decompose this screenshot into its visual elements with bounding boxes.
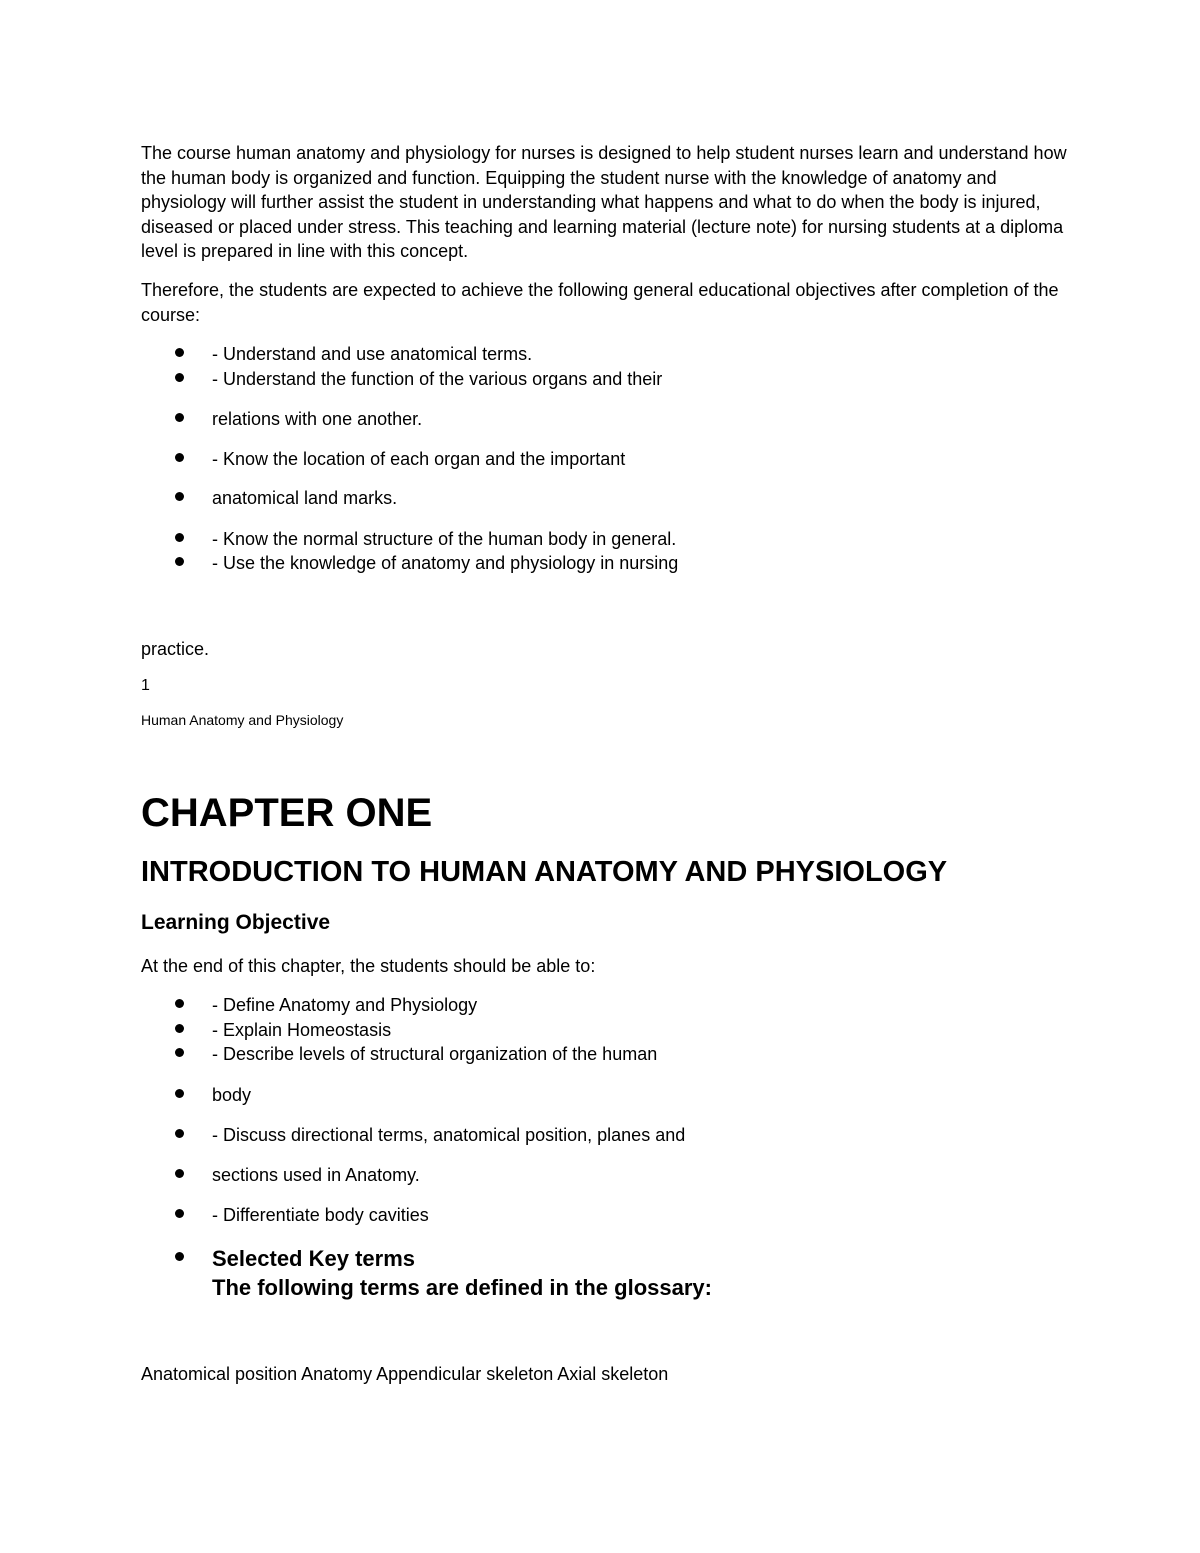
bullet-icon xyxy=(175,1048,185,1058)
bullet-icon xyxy=(175,1024,185,1034)
bullet-icon xyxy=(175,1169,185,1179)
page-number: 1 xyxy=(141,677,150,694)
key-terms-subtitle: The following terms are defined in the glossary: xyxy=(212,1275,712,1300)
running-title: Human Anatomy and Physiology xyxy=(141,712,344,728)
list-item: body xyxy=(212,1085,252,1105)
key-terms-title: Selected Key terms xyxy=(212,1246,415,1271)
bullet-icon xyxy=(175,348,185,358)
list-item: - Describe levels of structural organization of the human xyxy=(212,1044,658,1064)
trailing-text: practice. xyxy=(141,639,210,659)
bullet-icon xyxy=(175,557,185,567)
bullet-icon xyxy=(175,373,185,383)
list-item: - Discuss directional terms, anatomical position, planes and xyxy=(212,1125,686,1145)
list-item: - Understand and use anatomical terms. xyxy=(212,344,533,364)
list-item: - Differentiate body cavities xyxy=(212,1205,429,1225)
chapter-lead-text: At the end of this chapter, the students should be able to: xyxy=(141,956,596,976)
list-item: - Understand the function of the various organs and their xyxy=(212,369,663,389)
learning-objective-heading: Learning Objective xyxy=(141,911,331,934)
list-item: - Explain Homeostasis xyxy=(212,1020,392,1040)
chapter-heading: CHAPTER ONE xyxy=(141,791,433,835)
bullet-icon xyxy=(175,413,185,423)
bullet-icon xyxy=(175,1089,185,1099)
list-item: anatomical land marks. xyxy=(212,488,398,508)
list-item: - Use the knowledge of anatomy and physiology in nursing xyxy=(212,553,679,573)
bullet-icon xyxy=(175,1252,185,1262)
bullet-icon xyxy=(175,999,185,1009)
bullet-icon xyxy=(175,1209,185,1219)
list-item: relations with one another. xyxy=(212,409,423,429)
chapter-title: INTRODUCTION TO HUMAN ANATOMY AND PHYSIOLOGY xyxy=(141,856,948,888)
list-item: - Know the location of each organ and the important xyxy=(212,449,626,469)
bullet-icon xyxy=(175,492,185,502)
list-item: sections used in Anatomy. xyxy=(212,1165,420,1185)
list-item: - Define Anatomy and Physiology xyxy=(212,995,478,1015)
list-item: - Know the normal structure of the human body in general. xyxy=(212,529,677,549)
bullet-icon xyxy=(175,453,185,463)
bullet-icon xyxy=(175,533,185,543)
intro-paragraph: The course human anatomy and physiology for nurses is designed to help student nurses learn and understand how the human body is organized and function. Equipping the student nurse with the knowledge of anatomy and physiology will further assist the student in understanding what happens and what to do when the body is injured, diseased or placed under stress. This teaching and learning material (lecture note) for nursing students at a diploma level is prepared in line with this concept. xyxy=(141,143,1067,261)
objectives-lead-paragraph: Therefore, the students are expected to achieve the following general educational objectives after completion of the course: xyxy=(141,280,1059,325)
bullet-icon xyxy=(175,1129,185,1139)
glossary-terms-line: Anatomical position Anatomy Appendicular skeleton Axial skeleton xyxy=(141,1364,669,1384)
